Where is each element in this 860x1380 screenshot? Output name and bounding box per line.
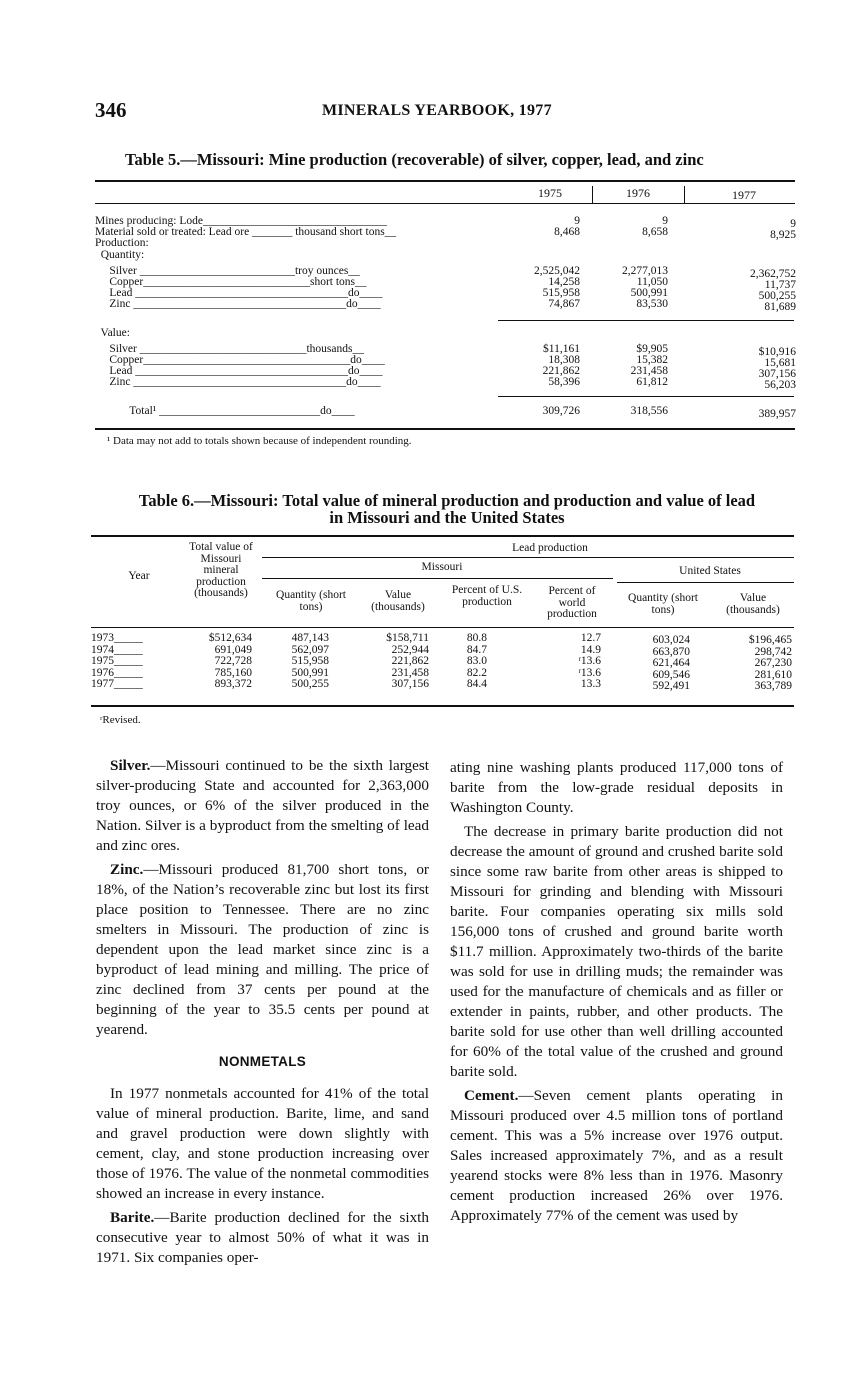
table6-head-value: Value (thousands) [371, 589, 425, 613]
table6-cell-us-value: 267,230 [754, 657, 792, 670]
table6-cell-pct-us: 80.8 [466, 632, 487, 644]
table5-cell: 2,525,042 [534, 265, 580, 277]
table6-cell-qty: 500,991 [291, 666, 329, 679]
left-column [96, 756, 429, 1268]
table5-row-label: Total¹ ____________________________do____ [95, 405, 355, 417]
table6-head-pct-us: Percent of U.S. production [451, 584, 523, 608]
table5-cell: 8,925 [770, 229, 796, 241]
table5-cell: 11,050 [636, 276, 668, 288]
table5-row-label: Mines producing: Lode________________________________ [95, 215, 387, 227]
table5-cell: 500,991 [630, 287, 668, 299]
table5-caption: Table 5.—Missouri: Mine production (recoverable) of silver, copper, lead, and zinc [125, 150, 704, 169]
table6-footnote: ʳRevised. [100, 714, 141, 726]
silver-runin-head: Silver. [110, 757, 151, 774]
table6-row-year: 1976_____ [91, 666, 143, 679]
table6-cell-value: 221,862 [391, 655, 429, 668]
table6-caption-line2: in Missouri and the United States [329, 508, 565, 527]
table6-head-pct-world: Percent of world production [547, 585, 597, 620]
page-number: 346 [95, 98, 127, 122]
table6-cell-pct-us: 83.0 [466, 655, 487, 668]
table5-cell: 309,726 [542, 405, 580, 417]
table5-cell: $9,905 [636, 343, 668, 355]
table5-cell: 9 [662, 215, 668, 227]
table5-cell: 389,957 [758, 408, 796, 420]
table5-cell: 81,689 [764, 301, 796, 313]
table6-cell-value: 307,156 [391, 678, 429, 691]
table6-cell-total: 893,372 [214, 678, 252, 691]
paragraph-zinc [96, 860, 429, 1040]
table6-row-year: 1973_____ [91, 632, 143, 644]
table6-head-quantity: Quantity (short tons) [276, 589, 346, 613]
table6-cell-qty: 515,958 [291, 655, 329, 668]
table5-row-label: Lead _____________________________________do____ [95, 287, 383, 299]
table6-cell-total: $512,634 [208, 632, 252, 644]
table6-cell-value: 231,458 [391, 666, 429, 679]
table6-head-total-value: Total value of Missouri mineral production (thousands) [189, 541, 253, 599]
table5-col-1977: 1977 [732, 188, 756, 202]
table6-caption-line1: Table 6.—Missouri: Total value of mineral production and production and value of lead [138, 491, 756, 510]
table6-row-year: 1977_____ [91, 678, 143, 691]
paragraph-nonmetals: In 1977 nonmetals accounted for 41% of the total value of mineral production. Barite, lime, and sand and gravel production were down slightly with cement, clay, and stone production increasing over those of 1976. The value of the nonmetal commodities showed an increase in every instance. [96, 1085, 429, 1202]
table6-cell-total: 785,160 [214, 666, 252, 679]
table5-row-label: Copper_____________________________short tons__ [95, 276, 367, 288]
table5-bottom-rule [95, 428, 795, 430]
table6-cell-us-qty: 603,024 [652, 634, 690, 646]
table6-lead-rule [262, 557, 794, 558]
table5-row-label: Silver _____________________________thousands__ [95, 343, 364, 355]
table5-cell: 515,958 [542, 287, 580, 299]
table5-row-label: Silver ___________________________troy ounces__ [95, 265, 360, 277]
table5-cell: 2,362,752 [750, 268, 796, 280]
table5-col-sep-1 [592, 186, 593, 203]
table5-col-sep-2 [684, 186, 685, 203]
table5-cell: $11,161 [543, 343, 580, 355]
right-column [450, 758, 783, 1226]
table5-col-1975: 1975 [538, 186, 562, 200]
table6-head-rule [91, 627, 794, 628]
cement-runin-head: Cement. [464, 1087, 519, 1104]
zinc-text: —Missouri produced 81,700 short tons, or 18%, of the Nation’s recoverable zinc but lost its first place position to Tennessee. There are no zinc smelters in Missouri. The production of zinc is dependent upon the lead market since zinc is a byproduct of lead mining and milling. The price of zinc declined from 37 cents per pound at the beginning of the year to 35.5 cents per pound at yearend. [96, 861, 429, 1038]
table5-row-label: Zinc _____________________________________do____ [95, 376, 381, 388]
cement-text: —Seven cement plants operating in Missouri produced over 4.5 million tons of portland cement. This was a 5% increase over 1976 output. Sales increased approximately 7%, and as a result yearend stocks were 8% less than in 1976. Masonry cement production increased 26% over 1976. Approximately 77% of the cement was used by [450, 1087, 783, 1224]
table6-cell-us-qty: 592,491 [652, 680, 690, 693]
table5-cell: 15,681 [764, 357, 796, 369]
table5-row-label: Lead _____________________________________do____ [95, 365, 383, 377]
section-heading-nonmetals: NONMETALS [218, 1054, 307, 1069]
table5-subtotal-rule-2 [498, 396, 794, 397]
table6-row-year: 1974_____ [91, 643, 143, 656]
table6-cell-us-qty: 621,464 [652, 657, 690, 670]
table6-head-missouri: Missouri [421, 561, 463, 573]
table5-row-label: Zinc _____________________________________do____ [95, 298, 381, 310]
table6-cell-qty: 500,255 [291, 678, 329, 691]
table6-head-year: Year [128, 570, 150, 582]
table5-head-rule [95, 203, 795, 204]
table5-col-1976: 1976 [626, 186, 650, 200]
table6-cell-pct-us: 82.2 [466, 666, 487, 679]
table5-top-rule [95, 180, 795, 182]
table6-head-lead-production: Lead production [512, 542, 588, 554]
table6-cell-value: $158,711 [386, 632, 429, 644]
table5-row-label: Value: [95, 327, 130, 339]
paragraph-barite [96, 1208, 429, 1268]
table5-row-label: Quantity: [95, 249, 145, 261]
table5-row-label: Copper____________________________________do____ [95, 354, 385, 366]
silver-text: —Missouri continued to be the sixth largest silver-producing State and accounted for 2,363,000 troy ounces, or 6% of the silver produced in the Nation. Silver is a byproduct from the smelting of lead and zinc ores. [96, 757, 429, 854]
table5-cell: $10,916 [758, 346, 796, 358]
table6-cell-us-value: 363,789 [754, 680, 792, 693]
table5-cell: 11,737 [764, 279, 796, 291]
paragraph-silver [96, 756, 429, 856]
table5-cell: 231,458 [630, 365, 668, 377]
table5-row-label: Material sold or treated: Lead ore _______ thousand short tons__ [95, 226, 397, 238]
table6-us-rule [617, 582, 794, 583]
barite-text: —Barite production declined for the sixth consecutive year to almost 50% of what it was in 1971. Six companies oper- [96, 1209, 429, 1266]
table6-cell-pct-world: ʳ13.6 [578, 655, 601, 668]
table5-cell: 9 [790, 218, 796, 230]
running-title: MINERALS YEARBOOK, 1977 [322, 102, 552, 119]
table5-cell: 8,658 [642, 226, 668, 238]
zinc-runin-head: Zinc. [110, 861, 144, 878]
table6-cell-pct-world: 13.3 [580, 678, 601, 691]
table5-cell: 61,812 [636, 376, 668, 388]
table6-head-united-states: United States [679, 565, 741, 577]
table6-bottom-rule [91, 705, 794, 707]
barite-runin-head: Barite. [110, 1209, 155, 1226]
table6-cell-pct-world: ʳ13.6 [578, 666, 601, 679]
table6-cell-total: 722,728 [214, 655, 252, 668]
table6-cell-pct-world: 12.7 [580, 632, 601, 644]
table5-cell: 8,468 [554, 226, 580, 238]
table5-cell: 83,530 [636, 298, 668, 310]
table5-cell: 307,156 [758, 368, 796, 380]
table6-cell-value: 252,944 [391, 643, 429, 656]
table6-cell-pct-us: 84.4 [466, 678, 487, 691]
table5-cell: 500,255 [758, 290, 796, 302]
table6-cell-us-value: $196,465 [748, 634, 792, 646]
table6-cell-us-qty: 663,870 [652, 645, 690, 658]
table6-head-us-quantity: Quantity (short tons) [628, 592, 698, 616]
table6-cell-pct-world: 14.9 [580, 643, 601, 656]
table5-cell: 9 [574, 215, 580, 227]
table6-head-us-value: Value (thousands) [726, 592, 780, 616]
table5-cell: 2,277,013 [622, 265, 668, 277]
paragraph-barite-continued: ating nine washing plants produced 117,000 tons of barite from the low-grade residual deposits in Washington County. [450, 759, 783, 816]
table6-cell-total: 691,049 [214, 643, 252, 656]
table6-cell-us-value: 298,742 [754, 645, 792, 658]
table6-row-year: 1975_____ [91, 655, 143, 668]
table5-cell: 56,203 [764, 379, 796, 391]
table6-cell-us-value: 281,610 [754, 668, 792, 681]
table6-cell-us-qty: 609,546 [652, 668, 690, 681]
table6-cell-qty: 562,097 [291, 643, 329, 656]
table6-top-rule [91, 535, 794, 537]
table6-cell-qty: 487,143 [291, 632, 329, 644]
table5-footnote: ¹ Data may not add to totals shown because of independent rounding. [107, 435, 412, 447]
table5-cell: 318,556 [630, 405, 668, 417]
paragraph-cement [450, 1086, 783, 1226]
table6-caption [102, 492, 792, 526]
table6-cell-pct-us: 84.7 [466, 643, 487, 656]
table5-cell: 18,308 [548, 354, 580, 366]
table5-row-label: Production: [95, 237, 149, 249]
table5-cell: 15,382 [636, 354, 668, 366]
table5-cell: 74,867 [548, 298, 580, 310]
table6-missouri-rule [262, 578, 613, 579]
table5-cell: 221,862 [542, 365, 580, 377]
paragraph-barite-market: The decrease in primary barite production did not decrease the amount of ground and crushed barite sold since some raw barite from other areas is shipped to Missouri for grinding and blending with Missouri barite. Four companies operating six mills sold 156,000 tons of crushed and ground barite worth $11.7 million. Approximately two-thirds of the barite was sold for use in drilling muds; the remainder was used for the manufacture of chemicals and as filler or extender in paints, rubber, and other products. The barite sold for use other than well drilling accounted for 60% of the total value of the crushed and ground barite sold. [450, 823, 783, 1080]
table5-cell: 14,258 [548, 276, 580, 288]
table5-cell: 58,396 [548, 376, 580, 388]
table5-subtotal-rule-1 [498, 320, 794, 321]
